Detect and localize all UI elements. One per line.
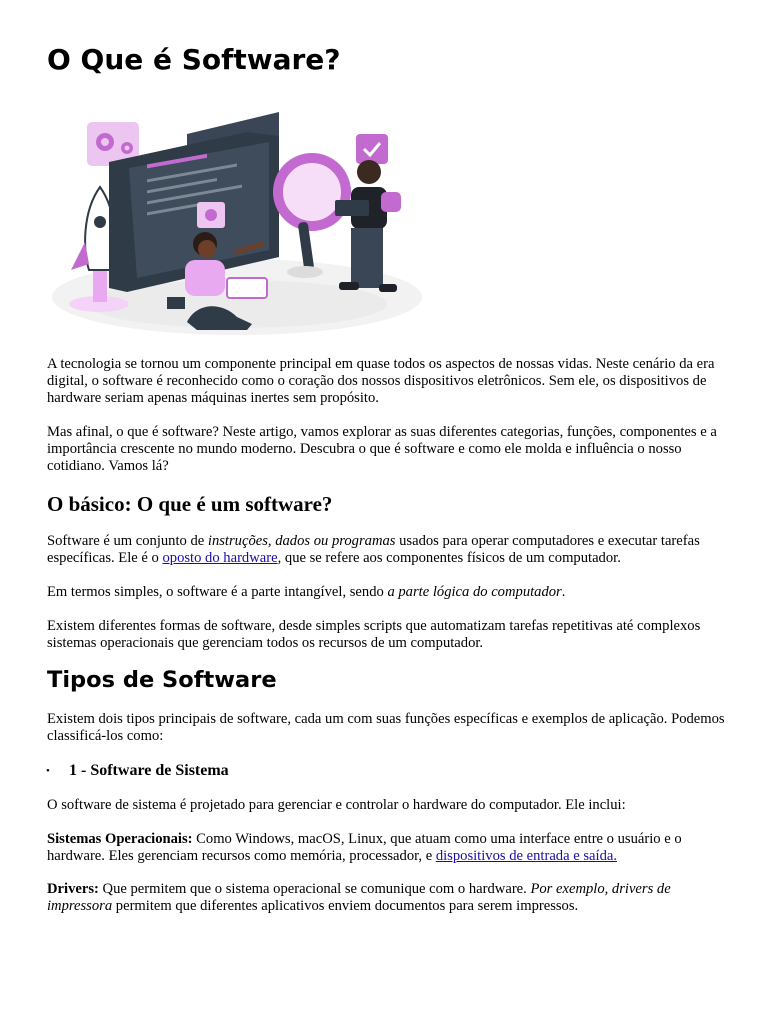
intro-paragraph-1: A tecnologia se tornou um componente principal em quase todos os aspectos de nossas vidas. Neste cenário da era digital, o software é reconhecido como o coração dos nossos dispositivos eletrônicos. Sem ele, os dispositivos de hardware seriam apenas máquinas inertes sem propósito.: [47, 356, 715, 406]
basics-p2-text-a: Em termos simples, o software é a parte intangível, sendo: [47, 584, 388, 600]
types-heading: Tipos de Software: [47, 667, 277, 693]
io-devices-link[interactable]: dispositivos de entrada e saída.: [435, 847, 617, 864]
drivers-text: Que permitem que o sistema operacional se comunique com o hardware.: [98, 881, 531, 897]
list-item-system-software: [46, 761, 229, 781]
bullet-icon: •: [46, 765, 50, 777]
basics-p1-text-b: usados para operar computadores e executar tarefas específicas. Ele é o: [47, 533, 700, 566]
page-title: O Que é Software?: [47, 43, 341, 76]
os-label: Sistemas Operacionais:: [47, 831, 193, 847]
basics-p1-text-a: Software é um conjunto de: [47, 533, 208, 549]
basics-paragraph-3: Existem diferentes formas de software, desde simples scripts que automatizam tarefas repetitivas até complexos sistemas operacionais que gerenciam todos os recursos de um computador.: [47, 618, 701, 651]
drivers-paragraph: [47, 881, 727, 915]
basics-p2-emphasis: a parte lógica do computador: [387, 584, 562, 600]
basics-p1-emphasis: instruções, dados ou programas: [207, 533, 396, 549]
drivers-label: Drivers:: [47, 881, 99, 897]
basics-heading: O básico: O que é um software?: [47, 492, 333, 516]
types-paragraph-2: O software de sistema é projetado para gerenciar e controlar o hardware do computador. Ele inclui:: [47, 797, 626, 813]
intro-paragraph-2: Mas afinal, o que é software? Neste artigo, vamos explorar as suas diferentes categorias, funções, componentes e a importância crescente no mundo moderno. Descubra o que é software e como ele molda e influência o nosso cotidiano. Vamos lá?: [47, 424, 717, 474]
drivers-text-2: permitem que diferentes aplicativos enviem documentos para serem impressos.: [112, 897, 579, 914]
os-paragraph: [47, 831, 727, 865]
hardware-link[interactable]: oposto do hardware: [162, 549, 278, 566]
list-item-label: 1 - Software de Sistema: [69, 762, 229, 779]
drivers-emphasis: Por exemplo, drivers de impressora: [47, 881, 671, 914]
software-illustration: [47, 92, 427, 340]
basics-paragraph-2: [47, 584, 727, 601]
types-paragraph-1: Existem dois tipos principais de software, cada um com suas funções específicas e exemplos de aplicação. Podemos classificá-los como:: [47, 711, 725, 744]
basics-p2-text-b: .: [561, 584, 566, 600]
basics-p1-text-c: , que se refere aos componentes físicos de um computador.: [277, 549, 621, 566]
basics-paragraph-1: [47, 533, 727, 567]
os-text: Como Windows, macOS, Linux, que atuam como uma interface entre o usuário e o hardware. Eles gerenciam recursos como memória, processador, e: [47, 831, 682, 864]
